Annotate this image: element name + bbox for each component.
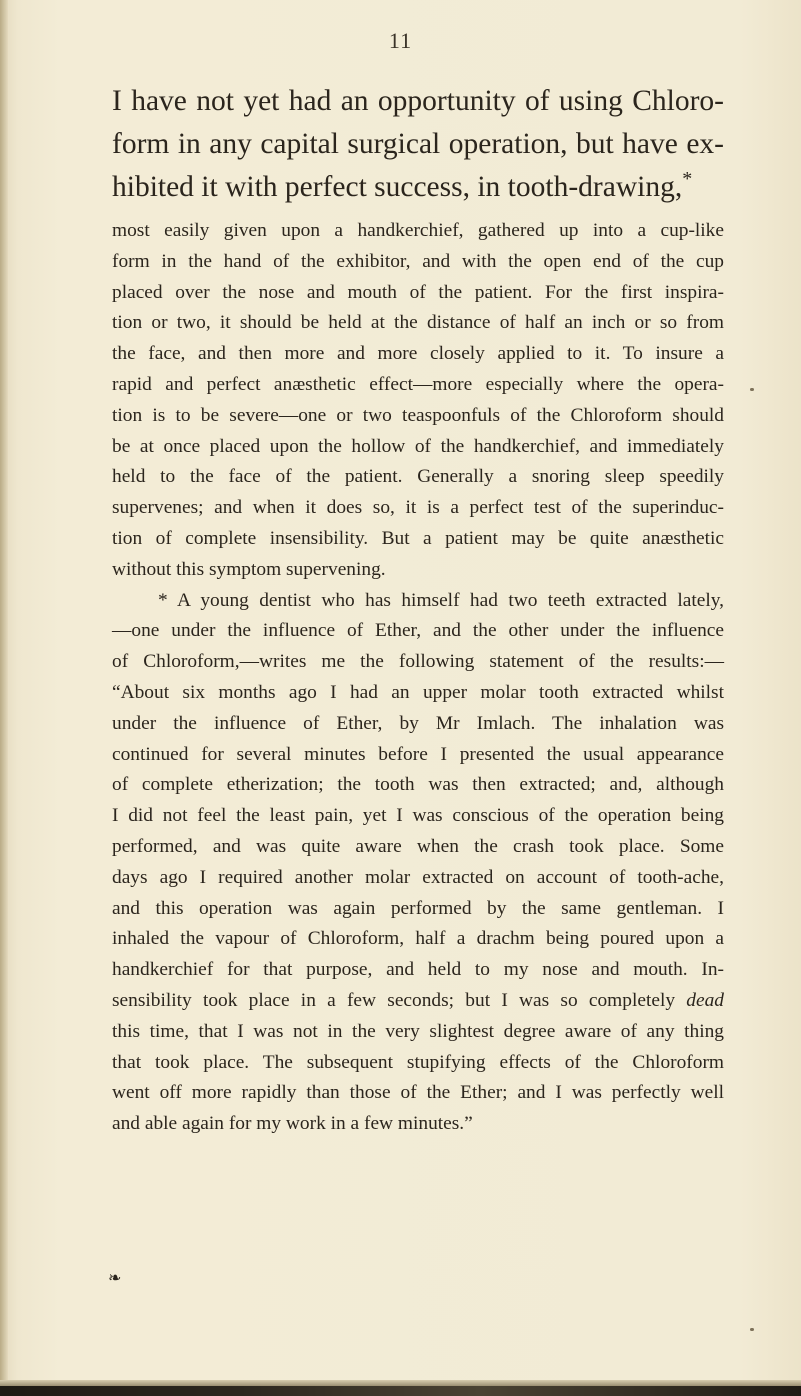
italic-emphasis: dead [686, 989, 724, 1011]
footnote-line: days ago I required another molar extracted on account of tooth-ache, [112, 866, 724, 888]
body-line: the face, and then more and more closely applied to it. To insure a [112, 343, 724, 365]
footnote-line: and this operation was again performed by the same gentleman. I [112, 897, 724, 919]
printer-ornament-mark: ❧ [108, 1270, 122, 1287]
body-line: tion is to be severe—one or two teaspoonfuls of the Chloroform should [112, 404, 724, 426]
page-binding-edge [0, 0, 8, 1396]
footnote-line: —one under the influence of Ether, and the other under the influence [112, 620, 724, 642]
footnote-line: “About six months ago I had an upper molar tooth extracted whilst [112, 681, 724, 703]
lead-line-1: I have not yet had an opportunity of using Chloro- [112, 85, 724, 117]
footnote-line: continued for several minutes before I presented the usual appearance [112, 743, 724, 765]
footnote-line: I did not feel the least pain, yet I was conscious of the operation being [112, 805, 724, 827]
footnote-line-with-italic [112, 986, 724, 1017]
lead-paragraph [112, 80, 724, 209]
footnote-line: and able again for my work in a few minutes.” [112, 1113, 473, 1135]
page-bottom-edge [0, 1386, 801, 1396]
body-line: most easily given upon a handkerchief, gathered up into a cup-like [112, 220, 724, 241]
footnote-line: performed, and was quite aware when the crash took place. Some [112, 835, 724, 857]
footnote-line: * A young dentist who has himself had two teeth extracted lately, [158, 589, 724, 611]
body-line: supervenes; and when it does so, it is a perfect test of the superinduc- [112, 497, 724, 519]
body-paragraph [112, 216, 724, 1140]
lead-line-2: form in any capital surgical operation, but have ex- [112, 128, 724, 160]
body-line: tion or two, it should be held at the distance of half an inch or so from [112, 312, 724, 334]
footnote-line: of complete etherization; the tooth was then extracted; and, although [112, 774, 724, 796]
body-line: be at once placed upon the hollow of the handkerchief, and immediately [112, 435, 724, 457]
lead-line-3 [112, 166, 724, 209]
body-line: tion of complete insensibility. But a patient may be quite anæsthetic [112, 527, 724, 549]
footnote-reference-mark: * [682, 168, 693, 191]
body-line: held to the face of the patient. Generally a snoring sleep speedily [112, 466, 724, 488]
paper-speck [750, 388, 754, 391]
body-line: placed over the nose and mouth of the patient. For the first inspira- [112, 281, 724, 303]
lead-line-3-text: hibited it with perfect success, in tooth-drawing, [112, 171, 683, 203]
footnote-line-text: sensibility took place in a few seconds; but I was so completely [112, 989, 676, 1011]
footnote-line: went off more rapidly than those of the Ether; and I was perfectly well [112, 1082, 724, 1104]
footnote-line: handkerchief for that purpose, and held to my nose and mouth. In- [112, 959, 724, 981]
body-line: without this symptom supervening. [112, 558, 386, 580]
footnote-line: that took place. The subsequent stupifying effects of the Chloroform [112, 1051, 724, 1073]
body-line: form in the hand of the exhibitor, and with the open end of the cup [112, 250, 724, 272]
footnote-line: this time, that I was not in the very slightest degree aware of any thing [112, 1020, 724, 1042]
footnote-line: under the influence of Ether, by Mr Imlach. The inhalation was [112, 712, 724, 734]
body-line: rapid and perfect anæsthetic effect—more especially where the opera- [112, 373, 724, 395]
footnote-line: inhaled the vapour of Chloroform, half a drachm being poured upon a [112, 928, 724, 950]
paper-speck [750, 1328, 754, 1331]
footnote-line: of Chloroform,—writes me the following statement of the results:— [112, 651, 724, 673]
page-number: 11 [388, 28, 413, 53]
